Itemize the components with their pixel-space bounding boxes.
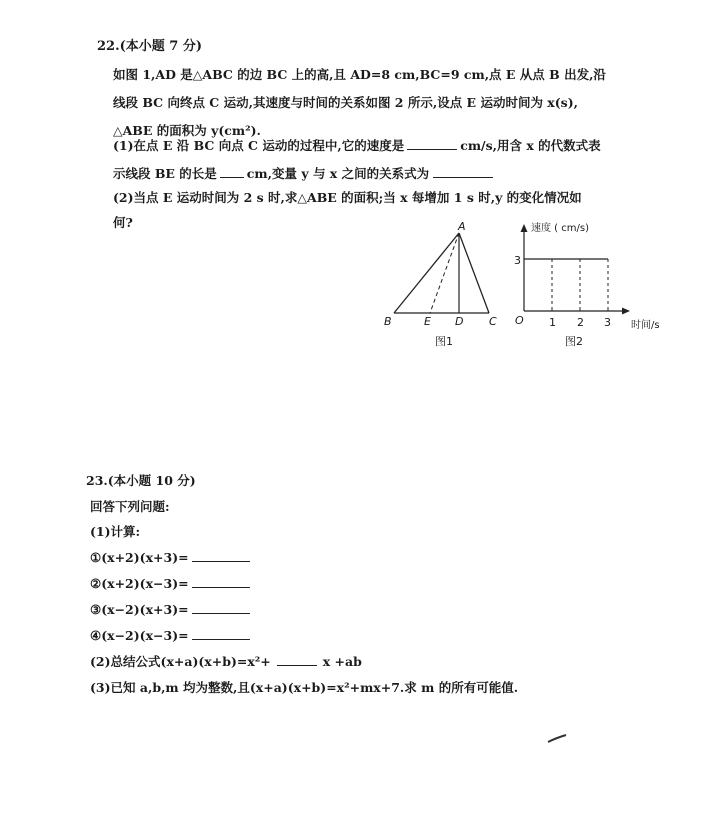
q23-part2	[90, 653, 362, 671]
x-tick-label-3: 3	[604, 316, 611, 329]
x-tick-label-2: 2	[577, 316, 584, 329]
formula-answer-blank[interactable]	[277, 653, 317, 666]
q22-part1-text-d: cm,变量 y 与 x 之间的关系式为	[246, 166, 430, 181]
expr-2-text: ②(x+2)(x−3)=	[90, 576, 189, 591]
q23-intro: 回答下列问题:	[90, 499, 170, 514]
expr-3-answer-blank[interactable]	[192, 601, 250, 614]
point-d-label: D	[455, 315, 464, 328]
relation-answer-blank[interactable]	[433, 165, 493, 178]
expr-4-answer-blank[interactable]	[192, 627, 250, 640]
q22-part1-line1	[113, 137, 601, 155]
side-ab	[394, 233, 459, 313]
expr-3-text: ③(x−2)(x+3)=	[90, 602, 189, 617]
x-axis-label: 时间/s	[631, 320, 660, 331]
q23-expr-1	[90, 549, 250, 567]
q22-part1-line2	[113, 165, 493, 183]
y-axis-label: 速度 ( cm/s)	[531, 223, 589, 234]
x-axis-arrow	[622, 308, 630, 315]
q23-part3: (3)已知 a,b,m 均为整数,且(x+a)(x+b)=x²+mx+7.求 m 的所有可能值.	[90, 680, 519, 695]
chart-marks	[524, 259, 608, 311]
part2-formula-text: (2)总结公式(x+a)(x+b)=x²+	[90, 654, 271, 669]
q22-part1-text-b: cm/s,用含 x 的代数式表	[460, 138, 601, 153]
y-axis-arrow	[521, 224, 528, 232]
expr-1-answer-blank[interactable]	[192, 549, 250, 562]
x-tick-label-1: 1	[549, 316, 556, 329]
figure-1-caption: 图1	[435, 335, 453, 348]
q22-part1-text-a: (1)在点 E 沿 BC 向点 C 运动的过程中,它的速度是	[113, 138, 405, 153]
q23-expr-4	[90, 627, 250, 645]
segment-ae-dashed	[430, 233, 459, 313]
figure-2-caption: 图2	[565, 335, 583, 348]
y-tick-label-3: 3	[514, 254, 521, 267]
q22-part2-line1: (2)当点 E 运动时间为 2 s 时,求△ABE 的面积;当 x 每增加 1 s 时,y 的变化情况如	[113, 190, 582, 205]
point-c-label: C	[489, 315, 497, 328]
expr-1-text: ①(x+2)(x+3)=	[90, 550, 189, 565]
origin-label: O	[515, 314, 524, 327]
q22-title: 22.(本小题 7 分)	[97, 39, 203, 54]
q23-title: 23.(本小题 10 分)	[86, 473, 196, 488]
q22-text-line2: 线段 BC 向终点 C 运动,其速度与时间的关系如图 2 所示,设点 E 运动时间为 x(s),	[113, 95, 578, 110]
q23-expr-2	[90, 575, 250, 593]
q22-text-line1: 如图 1,AD 是△ABC 的边 BC 上的高,且 AD=8 cm,BC=9 cm,点 E 从点 B 出发,沿	[113, 67, 606, 82]
q22-part2-line2: 何?	[113, 215, 133, 230]
point-e-label: E	[424, 315, 431, 328]
q22-part1-text-c: 示线段 BE 的长是	[113, 166, 217, 181]
part2-formula-tail: x +ab	[322, 654, 362, 669]
q23-part1-heading: (1)计算:	[90, 524, 141, 539]
point-a-label: A	[458, 220, 466, 233]
side-ac	[459, 233, 489, 313]
speed-answer-blank[interactable]	[407, 137, 457, 150]
expr-2-answer-blank[interactable]	[192, 575, 250, 588]
q23-expr-3	[90, 601, 250, 619]
point-b-label: B	[384, 315, 392, 328]
q22-text-line3: △ABE 的面积为 y(cm²).	[113, 123, 261, 138]
expr-4-text: ④(x−2)(x−3)=	[90, 628, 189, 643]
be-length-blank[interactable]	[220, 165, 244, 178]
